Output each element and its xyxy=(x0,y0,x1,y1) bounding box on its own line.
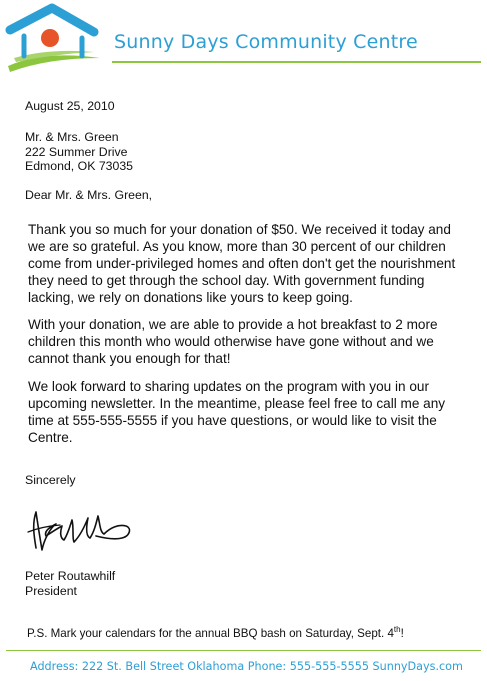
salutation: Dear Mr. & Mrs. Green, xyxy=(25,188,153,202)
body-paragraph xyxy=(28,316,480,367)
house-sun-icon xyxy=(4,2,102,76)
paragraph-line: children this month who would otherwise have gone without and we xyxy=(28,334,434,349)
paragraph-line: Centre. xyxy=(28,430,73,445)
paragraph-line: we are so grateful. As you know, more than 30 percent of our children xyxy=(28,239,446,254)
signer-block xyxy=(25,569,115,598)
recipient-name: Mr. & Mrs. Green xyxy=(25,130,119,144)
paragraph-line: time at 555-555-5555 if you have questions, or would like to visit the xyxy=(28,413,437,428)
paragraph-line: lacking, we rely on donations like yours to keep going. xyxy=(28,290,353,305)
paragraph-line: cannot thank you enough for that! xyxy=(28,351,231,366)
postscript-superscript: th xyxy=(393,625,401,634)
paragraph-line: come from under-privileged homes and often don't get the nourishment xyxy=(28,256,456,271)
signature-image xyxy=(26,498,138,558)
paragraph-line: upcoming newsletter. In the meantime, please feel free to call me any xyxy=(28,396,446,411)
paragraph-line: We look forward to sharing updates on the program with you in our xyxy=(28,379,429,394)
postscript xyxy=(27,627,404,642)
letterhead xyxy=(0,0,487,80)
body-paragraph xyxy=(28,378,480,446)
footer-contact: Address: 222 St. Bell Street Oklahoma Phone: 555-555-5555 SunnyDays.com xyxy=(30,660,463,673)
closing: Sincerely xyxy=(25,473,76,487)
recipient-address xyxy=(25,130,133,174)
paragraph-line: With your donation, we are able to provide a hot breakfast to 2 more xyxy=(28,317,438,332)
postscript-text: P.S. Mark your calendars for the annual BBQ bash on Saturday, Sept. 4 xyxy=(27,627,394,640)
footer-divider xyxy=(6,650,481,651)
organization-name: Sunny Days Community Centre xyxy=(114,31,418,53)
postscript-end: ! xyxy=(400,627,404,640)
paragraph-line: they need to get through the school day. With government funding xyxy=(28,273,425,288)
header-divider xyxy=(112,61,481,63)
signer-name: Peter Routawhilf xyxy=(25,569,116,583)
letter-date: August 25, 2010 xyxy=(25,99,115,113)
recipient-street: 222 Summer Drive xyxy=(25,144,128,159)
body-paragraph xyxy=(28,221,480,306)
signer-title: President xyxy=(25,583,77,598)
recipient-city: Edmond, OK 73035 xyxy=(25,159,134,174)
paragraph-line: Thank you so much for your donation of $50. We received it today and xyxy=(28,222,451,237)
